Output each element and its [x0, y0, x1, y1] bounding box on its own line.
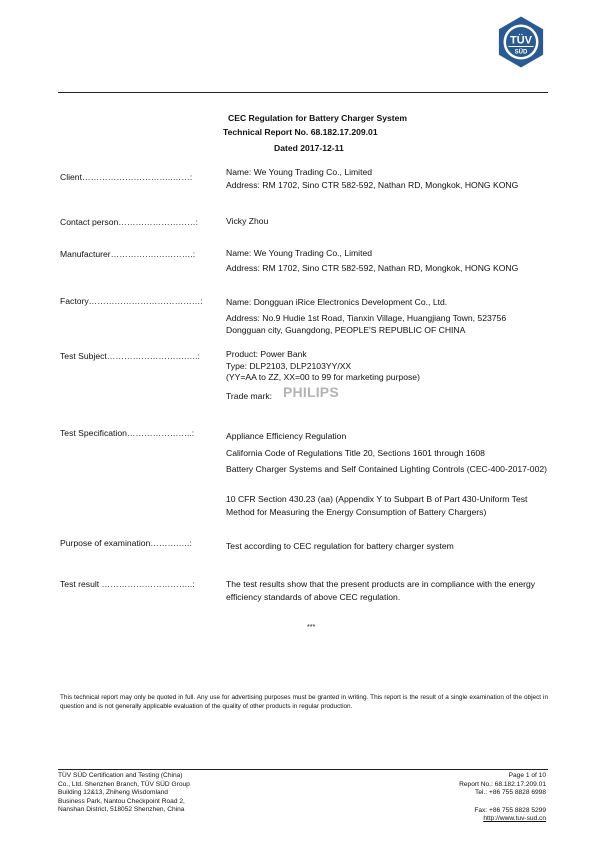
manufacturer-label: Manufacturer…………….………….:	[60, 249, 196, 259]
philips-trade-mark: PHILIPS	[283, 384, 339, 400]
manufacturer-name: Name: We Young Trading Co., Limited	[226, 248, 373, 258]
disclaimer: This technical report may only be quoted in full. Any use for advertising purposes must be granted in writing. This report is the result of a single examination of the object in question and is not generally applicable evaluation of the quality of other products in regular production.	[60, 694, 548, 710]
footer-address-line-2: Business Park, Nantou Checkpoint Road 2,	[58, 797, 185, 805]
manufacturer-value	[226, 247, 518, 274]
footer-report-number: Report No.: 68.182.17.209.01	[459, 780, 546, 788]
separator: ***	[307, 624, 316, 631]
footer-address	[58, 772, 190, 815]
client-address: Address: RM 1702, Sino CTR 582-592, Nathan RD, Mongkok, HONG KONG	[226, 179, 519, 190]
test-subject-value	[226, 349, 420, 384]
factory-address-2: Dongguan city, Guangdong, PEOPLE'S REPUBLIC OF CHINA	[226, 325, 466, 335]
factory-name: Name: Dongguan iRice Electronics Development Co., Ltd.	[226, 297, 448, 307]
type-note: (YY=AA to ZZ, XX=00 to 99 for marketing purpose)	[226, 372, 420, 382]
purpose-label: Purpose of examination……….….:	[60, 538, 192, 548]
factory-address-1: Address: No.9 Hudie 1st Road, Tianxin Village, Huangjiang Town, 523756	[226, 312, 507, 323]
contact-label: Contact person………………………:	[60, 217, 199, 227]
footer-tel: Tel.: +86 755 8828 6998	[475, 789, 546, 797]
footer-address-line-3: Nanshan District, 518052 Shenzhen, China	[58, 806, 185, 814]
contact-value: Vicky Zhou	[226, 216, 269, 226]
factory-label: Factory…………………………………:	[60, 296, 203, 306]
product-line: Product: Power Bank	[226, 349, 307, 359]
report-date: Dated 2017-12-11	[274, 143, 344, 153]
purpose-value: Test according to CEC regulation for battery charger system	[226, 541, 454, 551]
type-line: Type: DLP2103, DLP2103YY/XX	[226, 360, 352, 371]
test-result-label: Test result …………………………..:	[60, 579, 195, 589]
spec-item-4: 10 CFR Section 430.23 (aa) (Appendix Y to Subpart B of Part 430-Uniform Test Method for Measuring the Energy Consumption of Battery Chargers)	[226, 494, 528, 517]
logo-subtext: SÜD	[514, 49, 528, 56]
test-result-value: The test results show that the present products are in compliance with the energy efficiency standards of above CEC regulation.	[226, 579, 536, 602]
spec-item-2: California Code of Regulations Title 20, Sections 1601 through 1608	[226, 448, 485, 458]
logo-text: TÜV	[510, 34, 532, 47]
footer-company-line-1: TÜV SÜD Certification and Testing (China)	[58, 772, 183, 779]
report-number: Technical Report No. 68.182.17.209.01	[223, 127, 378, 137]
test-subject-label: Test Subject……………………….….:	[60, 351, 200, 361]
trade-mark-label: Trade mark:	[226, 391, 273, 401]
tuv-sud-logo	[494, 15, 548, 69]
client-name: Name: We Young Trading Co., Limited	[226, 167, 373, 177]
footer-contact	[459, 772, 546, 824]
report-title: CEC Regulation for Battery Charger System	[228, 113, 408, 123]
page-number: Page 1 of 10	[508, 772, 546, 779]
spec-item-1: Appliance Efficiency Regulation	[226, 431, 347, 441]
spec-item-3: Battery Charger Systems and Self Contained Lighting Controls (CEC-400-2017-002)	[226, 464, 547, 474]
header-rule	[58, 92, 548, 93]
manufacturer-address: Address: RM 1702, Sino CTR 582-592, Nathan RD, Mongkok, HONG KONG	[226, 262, 519, 273]
footer-company-line-2: Co., Ltd. Shenzhen Branch, TÜV SÜD Group	[58, 780, 190, 788]
client-value	[226, 166, 518, 191]
footer-rule	[58, 769, 548, 770]
client-label: Client…………………………..……:	[60, 172, 193, 182]
footer-address-line-1: Building 12&13, Zhiheng Wisdomland	[58, 789, 168, 797]
website-link[interactable]: http://www.tuv-sud.cn	[483, 815, 546, 823]
test-spec-label: Test Specification…………………..:	[60, 428, 195, 438]
footer-fax: Fax: +86 755 8828 5299	[474, 806, 546, 814]
factory-value	[226, 296, 506, 337]
